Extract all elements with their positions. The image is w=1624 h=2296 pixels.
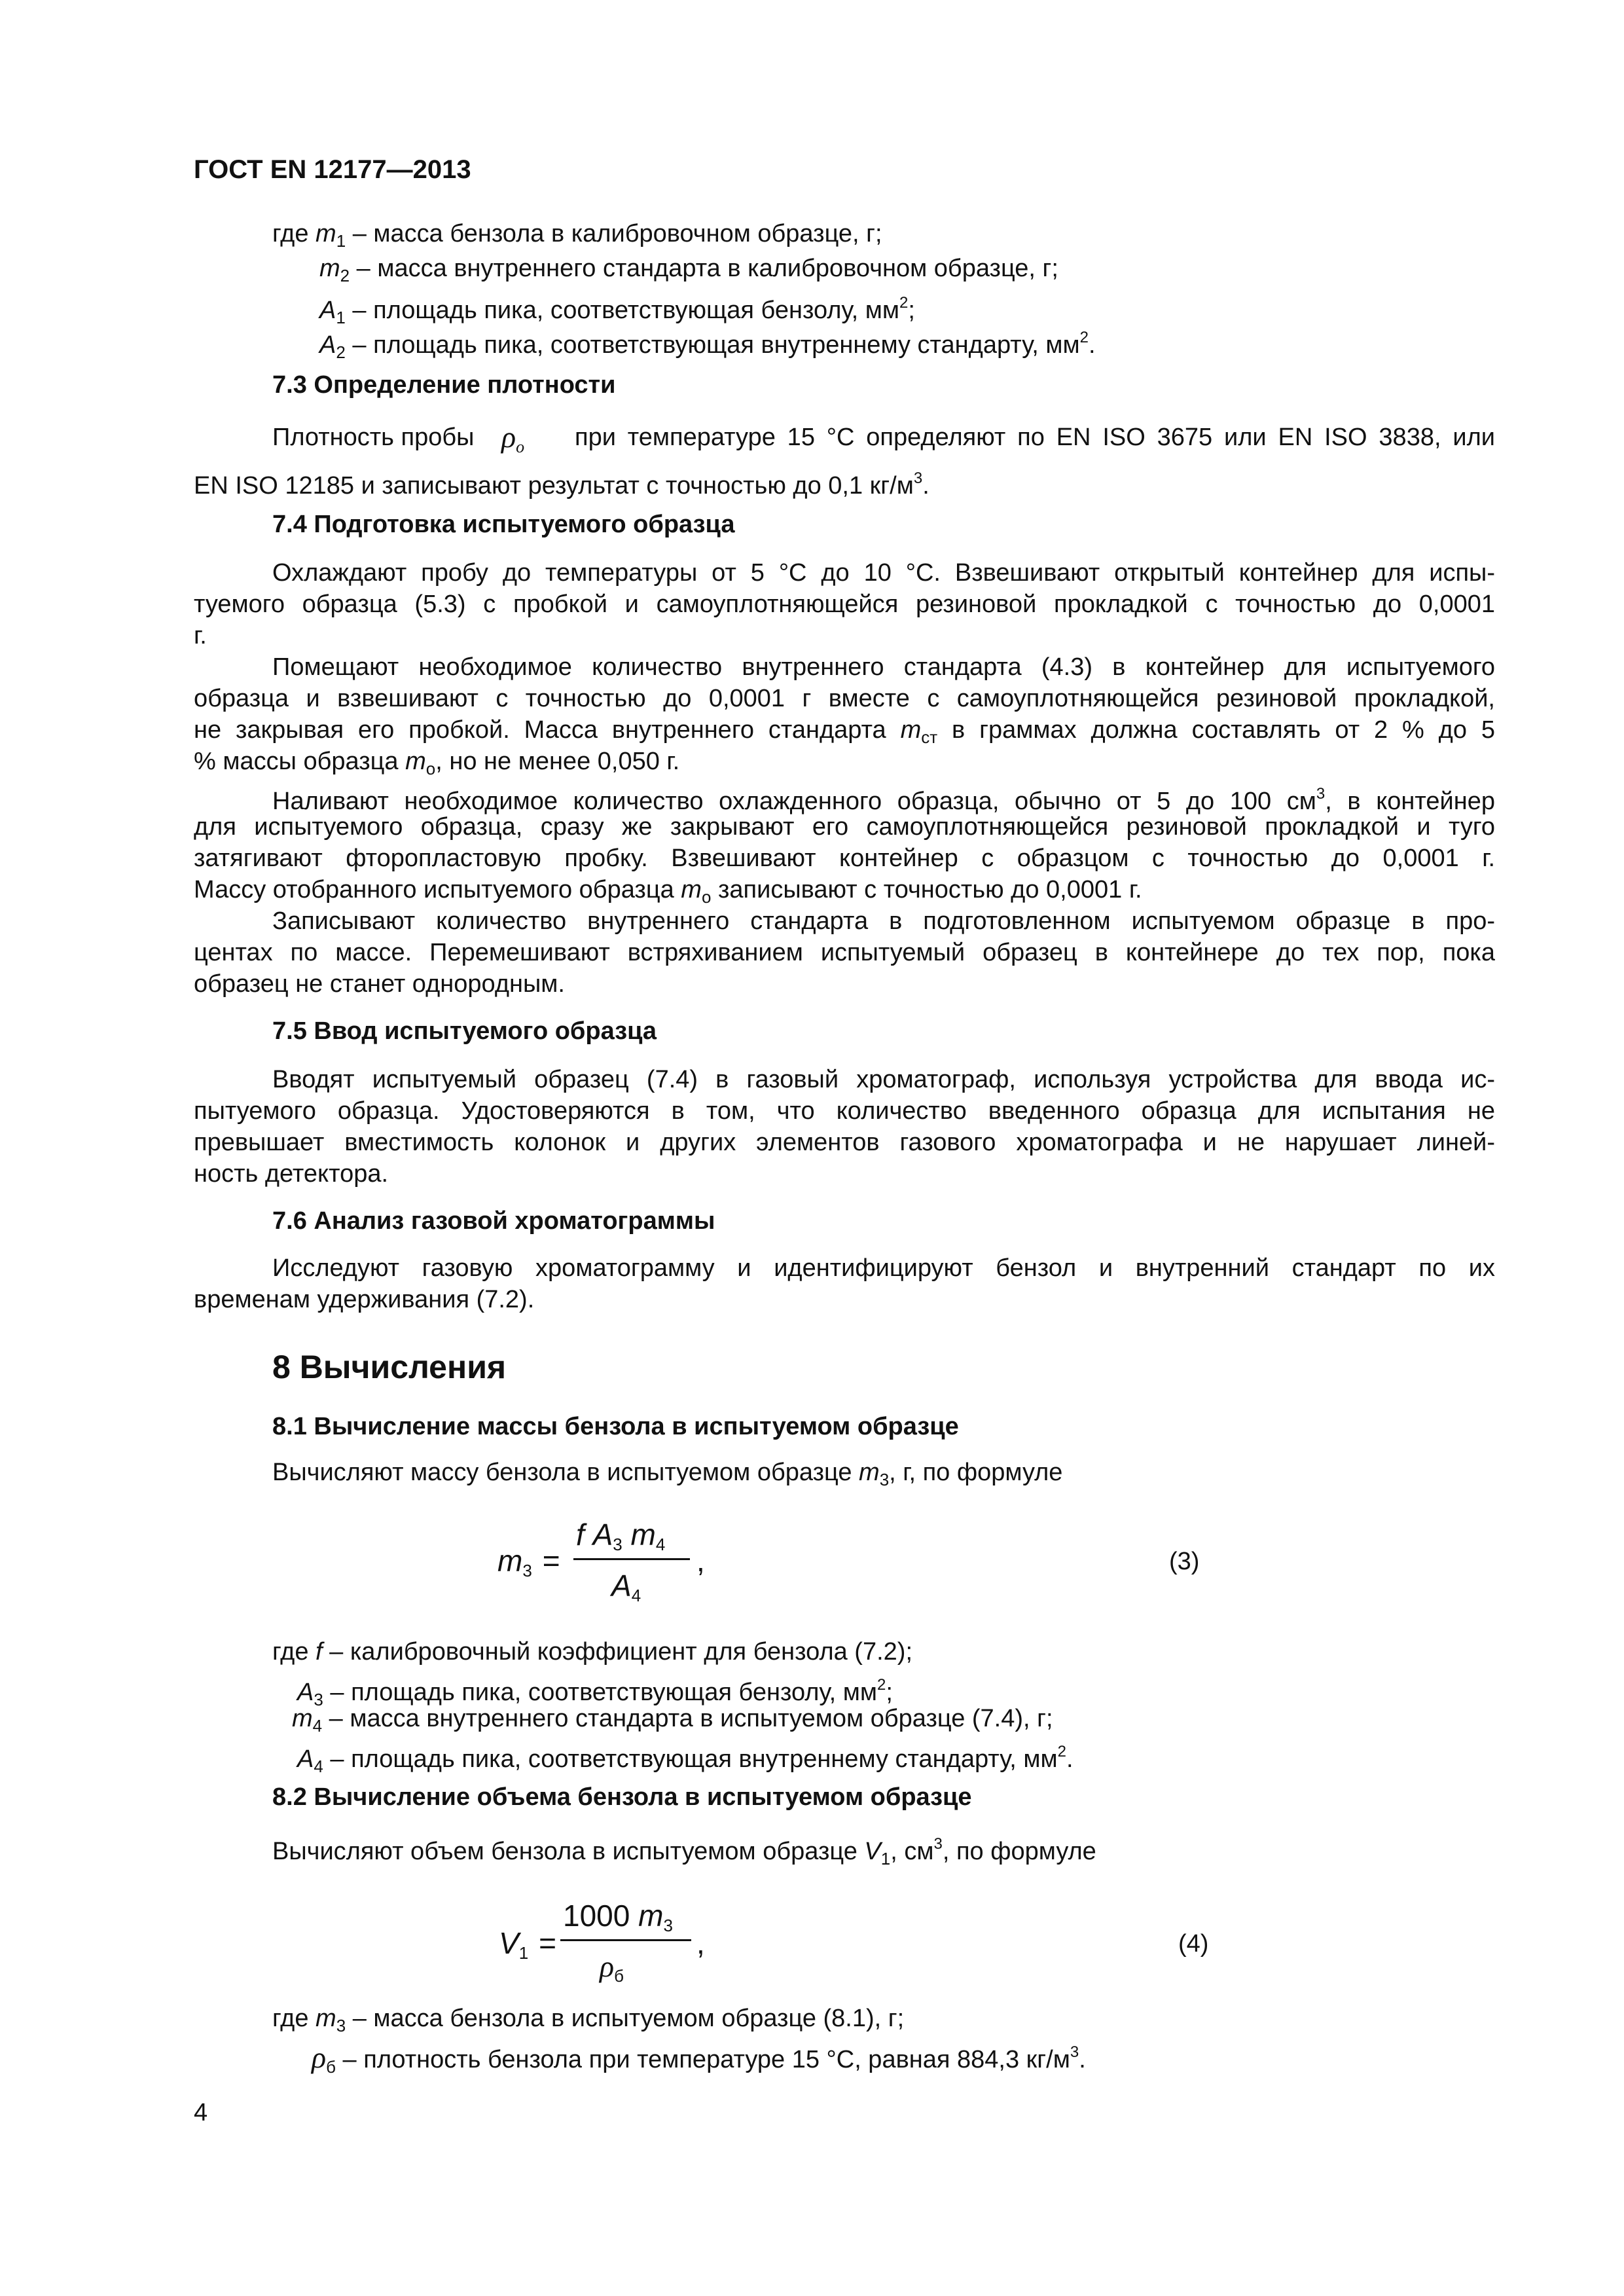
s76-l2: временам удерживания (7.2). — [194, 1286, 535, 1313]
s73-text-b: при температуре 15 °С определяют по EN ISO 3675 или EN ISO 3838, или — [575, 424, 1495, 451]
s82-def-m3: где $m_3$ – масса бензола в испытуемом образце (8.1), г; — [272, 2005, 905, 2035]
definition-m2: $m_2$ – масса внутреннего стандарта в калибровочном образце, г; — [319, 255, 1058, 285]
rho-o-symbol: $\rho_o$ — [501, 420, 525, 456]
s81-def-f: где f – калибровочный коэффициент для бензола (7.2); — [272, 1638, 912, 1666]
eq3-number: (3) — [1169, 1548, 1200, 1575]
section-8-2-title: 8.2 Вычисление объема бензола в испытуемом образце — [272, 1783, 972, 1811]
section-8-1-title: 8.1 Вычисление массы бензола в испытуемом образце — [272, 1413, 959, 1440]
s74-a2: туемого образца (5.3) с пробкой и самоуплотняющейся резиновой прокладкой с точностью до 0,0001 — [194, 591, 1495, 618]
eq4-fraction-bar — [560, 1939, 691, 1941]
page-number: 4 — [194, 2099, 208, 2126]
eq3-lhs: $m_3$ = — [497, 1544, 560, 1580]
s75-l3: превышает вместимость колонок и других элементов газового хроматографа и не нарушает линей- — [194, 1129, 1495, 1156]
s81-def-a3: $A_3$ – площадь пика, соответствующая бензолу, $мм^2$; — [297, 1676, 893, 1709]
eq4-numerator: 1000 $m_3$ — [563, 1899, 673, 1935]
definition-m1: где $m_1$ – масса бензола в калибровочном образце, г; — [272, 220, 882, 251]
s74-d1: Записывают количество внутреннего стандарта в подготовленном испытуемом образце в про- — [272, 907, 1495, 935]
s74-a1: Охлаждают пробу до температуры от 5 °С до 10 °С. Взвешивают открытый контейнер для испы- — [272, 559, 1495, 587]
s74-a3: г. — [194, 622, 207, 649]
eq3-numerator: f $A_3$ $m_4$ — [576, 1518, 666, 1554]
s74-d2: центах по массе. Перемешивают встряхиванием испытуемый образец в контейнере до тех пор, пока — [194, 939, 1495, 966]
s74-c4: Массу отобранного испытуемого образца $m_o$ записывают с точностью до 0,0001 г. — [194, 876, 1142, 907]
s82-def-rho: $\rho_б$ – плотность бензола при температуре 15 °С, равная 884,3 $кг/м^3$. — [312, 2041, 1086, 2077]
eq4-lhs: $V_1$ = — [499, 1926, 557, 1963]
s75-l2: пытуемого образца. Удостоверяются в том, что количество введенного образца для испытания не — [194, 1097, 1495, 1125]
s74-b1: Помещают необходимое количество внутреннего стандарта (4.3) в контейнер для испытуемого — [272, 653, 1495, 681]
section-7-5-title: 7.5 Ввод испытуемого образца — [272, 1017, 657, 1045]
s74-c2: для испытуемого образца, сразу же закрывают его самоуплотняющейся резиновой прокладкой и туго — [194, 813, 1495, 841]
s75-l4: ность детектора. — [194, 1160, 389, 1188]
definition-a1: $A_1$ – площадь пика, соответствующая бензолу, $мм^2$; — [319, 294, 915, 327]
s75-l1: Вводят испытуемый образец (7.4) в газовый хроматограф, используя устройства для ввода ис- — [272, 1066, 1495, 1093]
s74-c3: затягивают фторопластовую пробку. Взвешивают контейнер с образцом с точностью до 0,0001 г. — [194, 845, 1495, 872]
s81-def-a4: $A_4$ – площадь пика, соответствующая внутреннему стандарту, $мм^2$. — [297, 1743, 1074, 1776]
s74-b4: % массы образца $m_o$, но не менее 0,050 г. — [194, 748, 680, 778]
s82-intro: Вычисляют объем бензола в испытуемом образце $V_1$, $см^3$, по формуле — [272, 1835, 1096, 1868]
section-7-6-title: 7.6 Анализ газовой хроматограммы — [272, 1207, 715, 1235]
s73-text-a: Плотность пробы — [272, 424, 475, 451]
s74-c1: Наливают необходимое количество охлажденного образца, обычно от 5 до 100 $см^3$, в контейнер — [272, 785, 1495, 815]
s74-d3: образец не станет однородным. — [194, 970, 565, 998]
section-7-4-title: 7.4 Подготовка испытуемого образца — [272, 511, 735, 538]
s81-intro: Вычисляют массу бензола в испытуемом образце $m_3$, г, по формуле — [272, 1459, 1063, 1489]
document-id: ГОСТ EN 12177—2013 — [194, 155, 471, 184]
eq3-denominator: $A_4$ — [611, 1569, 641, 1605]
s73-text-c: EN ISO 12185 и записывают результат с точностью до 0,1 $кг/м^3$. — [194, 469, 929, 500]
s74-b3: не закрывая его пробкой. Масса внутреннего стандарта $m_{ст}$ в граммах должна составлять от 2 % до 5 — [194, 716, 1495, 747]
section-8-title: 8 Вычисления — [272, 1349, 507, 1385]
definition-a2: $A_2$ – площадь пика, соответствующая внутреннему стандарту, $мм^2$. — [319, 329, 1096, 362]
section-7-3-title: 7.3 Определение плотности — [272, 371, 616, 399]
eq4-number: (4) — [1178, 1930, 1209, 1958]
s81-def-m4: $m_4$ – масса внутреннего стандарта в испытуемом образце (7.4), г; — [292, 1705, 1053, 1736]
s76-l1: Исследуют газовую хроматограмму и идентифицируют бензол и внутренний стандарт по их — [272, 1254, 1495, 1282]
s74-b2: образца и взвешивают с точностью до 0,0001 г вместе с самоуплотняющейся резиновой прокладкой, — [194, 685, 1495, 712]
eq4-comma: , — [696, 1926, 705, 1960]
eq3-fraction-bar — [573, 1558, 690, 1560]
eq4-denominator: $\rho_б$ — [600, 1950, 624, 1986]
eq3-comma: , — [696, 1544, 705, 1578]
